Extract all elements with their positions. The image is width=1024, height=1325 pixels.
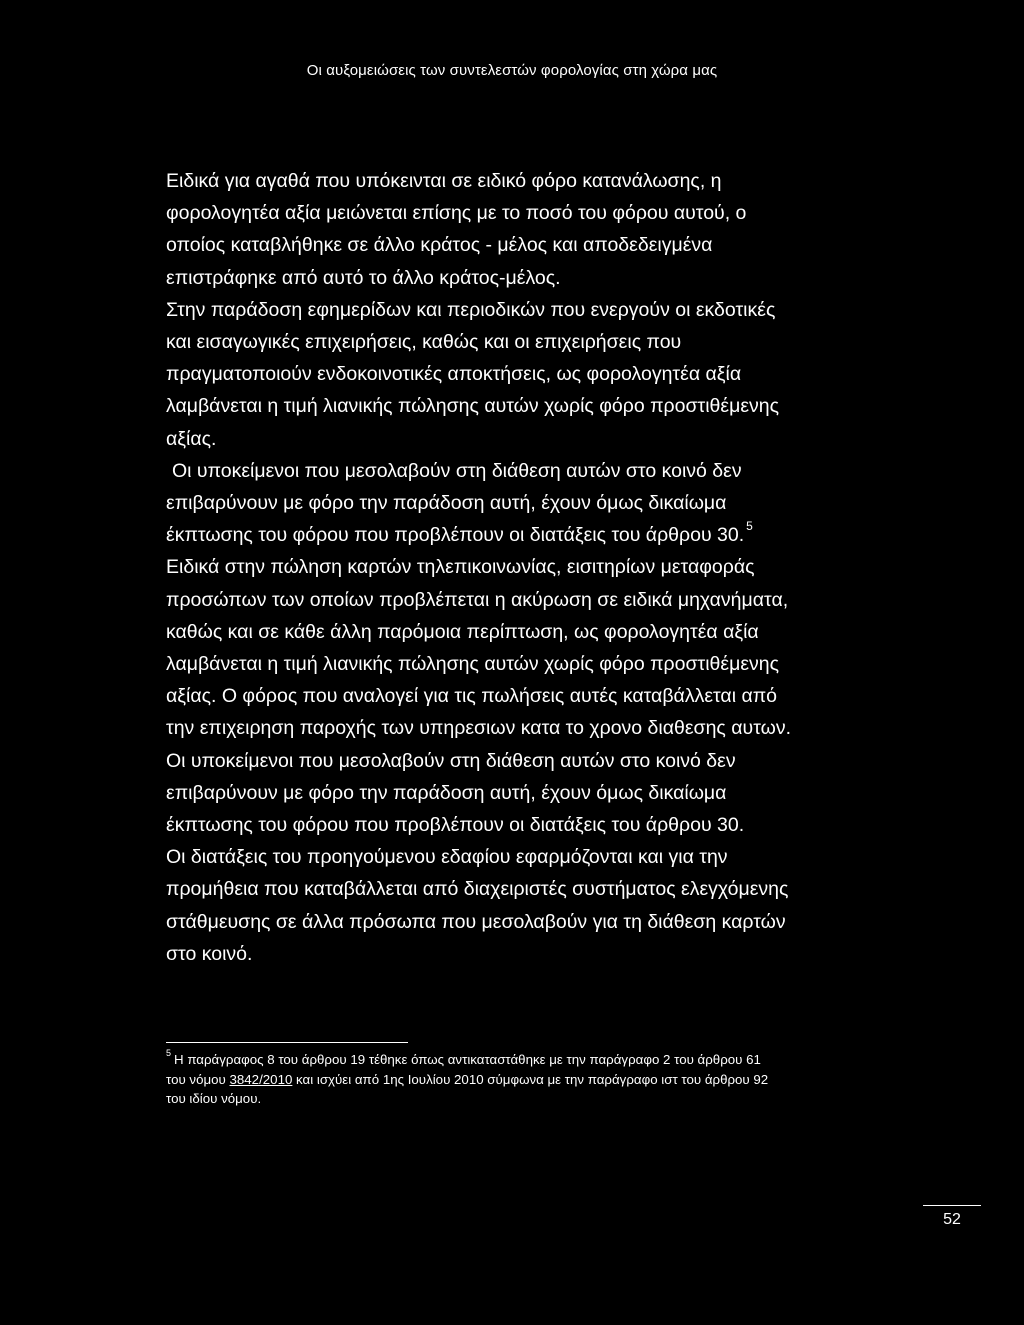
body-line: την επιχειρηση παροχής των υπηρεσιων κατα το χρονο διαθεσης αυτων. <box>166 717 792 740</box>
footnote-line: του ιδίου νόμου. <box>166 1091 262 1107</box>
body-line: έκπτωσης του φόρου που προβλέπουν οι διατάξεις του άρθρου 30. <box>166 814 745 837</box>
law-reference-link[interactable]: 3842/2010 <box>229 1071 293 1087</box>
body-line: Οι υποκείμενοι που μεσολαβούν στη διάθεση αυτών στο κοινό δεν <box>166 749 736 772</box>
body-line: λαμβάνεται η τιμή λιανικής πώλησης αυτών χωρίς φόρο προστιθέμενης <box>166 653 780 676</box>
body-line: έκπτωσης του φόρου που προβλέπουν οι διατάξεις του άρθρου 30. <box>166 524 745 547</box>
body-line: Οι υποκείμενοι που μεσολαβούν στη διάθεση αυτών στο κοινό δεν <box>172 459 742 482</box>
page-number: 52 <box>943 1211 961 1228</box>
body-line: Ειδικά για αγαθά που υπόκεινται σε ειδικό φόρο κατανάλωσης, η <box>166 170 722 192</box>
footnote <box>166 1047 878 1109</box>
body-line: αξίας. <box>166 427 217 450</box>
body-line: οποίος καταβλήθηκε σε άλλο κράτος - μέλος και αποδεδειγμένα <box>166 234 713 257</box>
body-line: φορολογητέα αξία μειώνεται επίσης με το ποσό του φόρου αυτού, ο <box>166 202 747 225</box>
body-line: Οι διατάξεις του προηγούμενου εδαφίου εφαρμόζονται και για την <box>166 846 728 869</box>
page-number-rule <box>923 1205 981 1206</box>
body-line: επιβαρύνουν με φόρο την παράδοση αυτή, έχουν όμως δικαίωμα <box>166 492 727 515</box>
body-line: καθώς και σε κάθε άλλη παρόμοια περίπτωση, ως φορολογητέα αξία <box>166 620 759 643</box>
body-line-with-footnote-ref <box>166 519 874 551</box>
body-line: και εισαγωγικές επιχειρήσεις, καθώς και οι επιχειρήσεις που <box>166 331 682 354</box>
body-line: Στην παράδοση εφημερίδων και περιοδικών που ενεργούν οι εκδοτικές <box>166 298 776 321</box>
body-line: πραγματοποιούν ενδοκοινοτικές αποκτήσεις, ως φορολογητέα αξία <box>166 363 742 386</box>
body-line: επιβαρύνουν με φόρο την παράδοση αυτή, έχουν όμως δικαίωμα <box>166 781 727 804</box>
body-line: στο κοινό. <box>166 942 253 965</box>
body-line: προμήθεια που καταβάλλεται από διαχειριστές συστήματος ελεγχόμενης <box>166 878 789 901</box>
body-line: επιστράφηκε από αυτό το άλλο κράτος-μέλος. <box>166 266 561 289</box>
footnote-text: Η παράγραφος 8 του άρθρου 19 τέθηκε όπως αντικαταστάθηκε με την παράγραφο 2 του άρθρου 61 <box>174 1052 761 1067</box>
body-text <box>166 165 874 970</box>
body-line: στάθμευσης σε άλλα πρόσωπα που μεσολαβούν για τη διάθεση καρτών <box>166 910 786 933</box>
body-line: αξίας. Ο φόρος που αναλογεί για τις πωλήσεις αυτές καταβάλλεται από <box>166 685 778 708</box>
body-line: λαμβάνεται η τιμή λιανικής πώλησης αυτών χωρίς φόρο προστιθέμενης <box>166 395 780 418</box>
footnote-text: και ισχύει από 1ης Ιουλίου 2010 σύμφωνα με την παράγραφο ιστ του άρθρου 92 <box>292 1071 769 1087</box>
footnote-divider <box>166 1042 408 1043</box>
body-line: Ειδικά στην πώληση καρτών τηλεπικοινωνίας, εισιτηρίων μεταφοράς <box>166 556 755 579</box>
footnote-text: του νόμου <box>166 1071 230 1087</box>
footnote-reference[interactable]: 5 <box>746 518 753 533</box>
body-line: προσώπων των οποίων προβλέπεται η ακύρωση σε ειδικά μηχανήματα, <box>166 588 789 611</box>
footnote-line <box>166 1070 878 1090</box>
running-header: Οι αυξομειώσεις των συντελεστών φορολογίας στη χώρα μας <box>306 62 718 79</box>
footnote-marker: 5 <box>166 1047 172 1058</box>
footnote-line <box>166 1047 878 1070</box>
